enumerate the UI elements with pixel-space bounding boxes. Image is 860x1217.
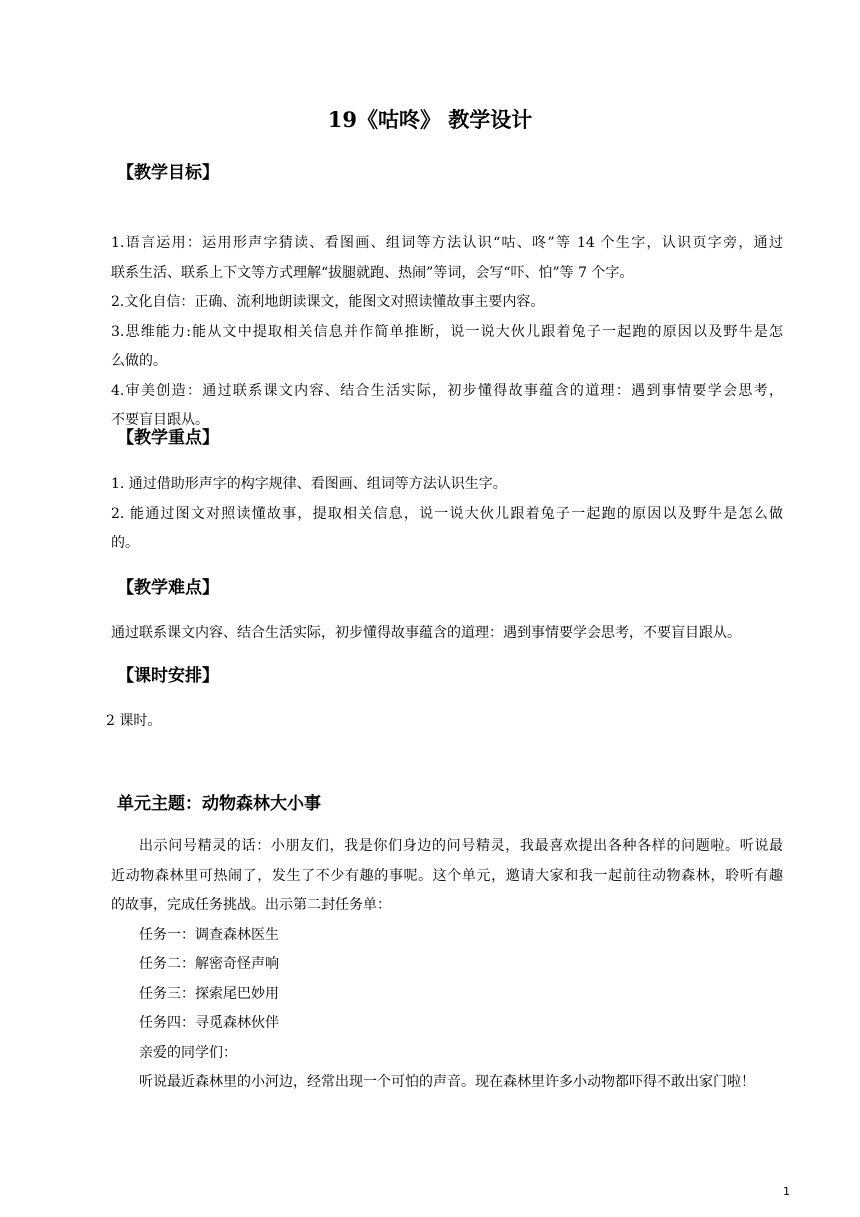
heading-key-points: 【教学重点】 (117, 428, 219, 448)
unit-intro (111, 832, 783, 1098)
task-1: 任务一：调查森林医生 (139, 926, 279, 943)
page-number: 1 (783, 1185, 790, 1198)
key-point-2-line-2: 的。 (111, 535, 139, 551)
story-intro-line: 听说最近森林里的小河边，经常出现一个可怕的声音。现在森林里许多小动物都吓得不敢出家门啦！ (139, 1074, 755, 1090)
heading-unit-theme: 单元主题：动物森林大小事 (117, 794, 321, 814)
goal-4-line-2: 不要盲目跟从。 (111, 412, 209, 428)
key-points-list (111, 470, 783, 559)
goal-3-line-2: 么做的。 (111, 353, 167, 369)
key-point-1: 1. 通过借助形声字的构字规律、看图画、组词等方法认识生字。 (111, 476, 507, 492)
heading-difficulties: 【教学难点】 (117, 578, 219, 598)
schedule-line: 2 课时。 (106, 713, 162, 729)
document-title: 19《咕咚》 教学设计 (327, 107, 533, 132)
task-3: 任务三：探索尾巴妙用 (139, 985, 279, 1002)
difficulties-text (111, 619, 783, 649)
teaching-goals-list (111, 229, 783, 436)
heading-teaching-goals: 【教学目标】 (117, 163, 219, 183)
goal-1-line-2: 联系生活、联系上下文等方式理解“拔腿就跑、热闹”等词，会写“吓、怕”等 7 个字。 (111, 264, 634, 281)
unit-intro-line-2: 近动物森林里可热闹了，发生了不少有趣的事呢。这个单元，邀请大家和我一起前往动物森林，聆听有趣 (111, 867, 783, 884)
goal-1-line-1: 1.语言运用：运用形声字猜读、看图画、组词等方法认识“咕、咚”等 14 个生字，认识页字旁，通过 (111, 235, 783, 251)
goal-2: 2.文化自信：正确、流利地朗读课文，能图文对照读懂故事主要内容。 (111, 294, 545, 310)
goal-4-line-1: 4.审美创造：通过联系课文内容、结合生活实际，初步懂得故事蕴含的道理：遇到事情要学会思考， (111, 382, 783, 399)
heading-schedule: 【课时安排】 (117, 666, 219, 686)
greeting: 亲爱的同学们： (139, 1044, 237, 1061)
unit-intro-line-3: 的故事，完成任务挑战。出示第二封任务单： (111, 897, 391, 913)
goal-3-line-1: 3.思维能力:能从文中提取相关信息并作简单推断，说一说大伙儿跟着兔子一起跑的原因以及野牛是怎 (111, 323, 783, 340)
difficulty-line: 通过联系课文内容、结合生活实际，初步懂得故事蕴含的道理：遇到事情要学会思考，不要盲目跟从。 (111, 625, 741, 641)
unit-intro-line-1: 出示问号精灵的话：小朋友们，我是你们身边的问号精灵，我最喜欢提出各种各样的问题啦。听说最 (139, 838, 783, 854)
task-2: 任务二：解密奇怪声响 (139, 956, 279, 972)
schedule-text (106, 707, 778, 737)
key-point-2-line-1: 2. 能通过图文对照读懂故事，提取相关信息，说一说大伙儿跟着兔子一起跑的原因以及野牛是怎么做 (111, 505, 783, 522)
task-4: 任务四：寻觅森林伙伴 (139, 1015, 279, 1031)
